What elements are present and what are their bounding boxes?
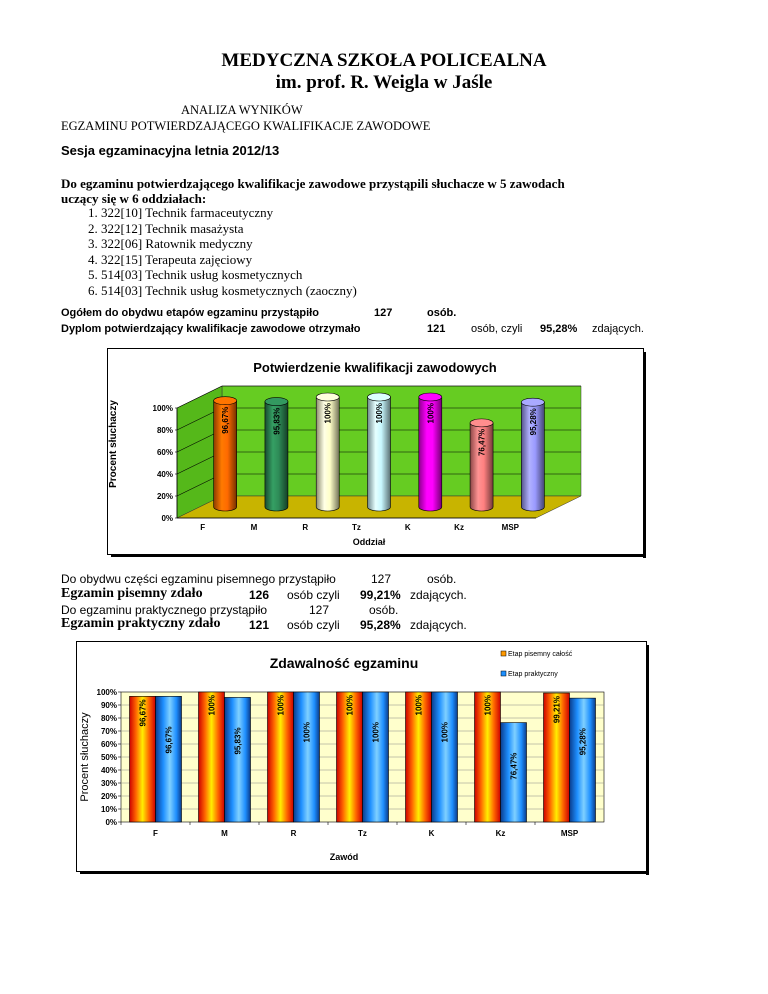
x-tick-label: Tz bbox=[352, 523, 361, 532]
x-tick-label: M bbox=[221, 829, 228, 838]
x-axis-label: Zawód bbox=[329, 852, 359, 862]
x-tick-label: F bbox=[200, 523, 206, 532]
legend-swatch-practical bbox=[501, 671, 506, 676]
profession-list bbox=[61, 205, 357, 298]
data-label: 95,83% bbox=[233, 727, 243, 755]
chart-shadow bbox=[111, 554, 646, 557]
bar-practical bbox=[225, 697, 251, 822]
written-passed-unit: osób czyli bbox=[287, 588, 340, 602]
data-label: 76,47% bbox=[477, 428, 487, 457]
bar-practical bbox=[156, 696, 182, 822]
y-tick-label: 40% bbox=[156, 470, 173, 479]
x-tick-label: F bbox=[153, 829, 158, 838]
practical-passed-unit: osób czyli bbox=[287, 618, 340, 632]
practical-passed-tail: zdających. bbox=[410, 618, 467, 632]
y-tick-label: 80% bbox=[100, 714, 117, 723]
written-passed-tail: zdających. bbox=[410, 588, 467, 602]
written-attempt-unit: osób. bbox=[427, 572, 457, 586]
bar-top bbox=[419, 393, 442, 401]
total-value: 127 bbox=[374, 307, 393, 319]
y-tick-label: 10% bbox=[100, 805, 117, 814]
chart-title: Potwierdzenie kwalifikacji zawodowych bbox=[253, 360, 497, 375]
y-tick-label: 20% bbox=[100, 792, 117, 801]
bar-top bbox=[265, 398, 288, 406]
y-axis-label: Procent słuchaczy bbox=[79, 712, 91, 802]
y-tick-label: 40% bbox=[100, 766, 117, 775]
y-tick-label: 20% bbox=[156, 492, 173, 501]
bar-practical bbox=[570, 698, 596, 822]
y-tick-label: 90% bbox=[100, 701, 117, 710]
bar-top bbox=[470, 419, 493, 427]
bar-top bbox=[214, 397, 237, 405]
chart-title: Zdawalność egzaminu bbox=[269, 655, 419, 671]
chart-pass-rate bbox=[76, 641, 650, 875]
diploma-value: 121 bbox=[427, 323, 446, 335]
list-item: 2. 322[12] Technik masażysta bbox=[101, 221, 357, 237]
bar-top bbox=[368, 393, 391, 401]
y-tick-label: 60% bbox=[156, 448, 173, 457]
list-item: 5. 514[03] Technik usług kosmetycznych bbox=[101, 267, 357, 283]
x-tick-label: MSP bbox=[560, 829, 579, 838]
data-label: 95,28% bbox=[578, 728, 588, 756]
bar-practical bbox=[432, 692, 458, 822]
chart-shadow bbox=[80, 871, 649, 874]
data-label: 100% bbox=[414, 695, 424, 716]
data-label: 100% bbox=[345, 695, 355, 716]
y-tick-label: 80% bbox=[156, 426, 173, 435]
y-tick-label: 0% bbox=[105, 818, 117, 827]
y-tick-label: 0% bbox=[161, 514, 173, 523]
x-tick-label: MSP bbox=[501, 523, 520, 532]
x-tick-label: R bbox=[290, 829, 297, 838]
data-label: 95,83% bbox=[272, 407, 282, 435]
total-unit: osób. bbox=[427, 307, 457, 319]
data-label: 96,67% bbox=[164, 726, 174, 754]
data-label: 96,67% bbox=[221, 406, 231, 434]
data-label: 100% bbox=[276, 695, 286, 716]
diploma-tail: zdających. bbox=[592, 323, 644, 335]
y-tick-label: 100% bbox=[96, 688, 117, 697]
total-label: Ogółem do obydwu etapów egzaminu przystąpiło bbox=[61, 307, 319, 319]
chart-shadow bbox=[646, 645, 649, 875]
data-label: 100% bbox=[207, 695, 217, 716]
practical-attempt-unit: osób. bbox=[369, 603, 399, 617]
diploma-percent: 95,28% bbox=[540, 323, 578, 335]
x-axis-label: Oddział bbox=[352, 537, 386, 547]
data-label: 100% bbox=[426, 403, 436, 424]
intro-line-2: uczący się w 6 oddziałach: bbox=[61, 191, 207, 206]
data-label: 100% bbox=[323, 403, 333, 424]
y-axis-label: Procent słuchaczy bbox=[108, 400, 119, 488]
analysis-heading: ANALIZA WYNIKÓW bbox=[181, 103, 303, 117]
y-tick-label: 50% bbox=[100, 753, 117, 762]
data-label: 100% bbox=[302, 722, 312, 743]
y-tick-label: 60% bbox=[100, 740, 117, 749]
legend-written: Etap pisemny całość bbox=[508, 651, 573, 658]
written-attempt-label: Do obydwu części egzaminu pisemnego przystąpiło bbox=[61, 572, 336, 586]
legend-swatch-written bbox=[501, 651, 506, 656]
bar-practical bbox=[294, 692, 320, 822]
chart-qualification bbox=[107, 348, 647, 558]
data-label: 95,28% bbox=[528, 408, 538, 436]
written-passed-label: Egzamin pisemny zdało bbox=[61, 586, 203, 601]
diploma-unit: osób, czyli bbox=[471, 323, 523, 335]
practical-attempt-value: 127 bbox=[309, 603, 330, 617]
intro-line-1: Do egzaminu potwierdzającego kwalifikacje zawodowe przystąpili słuchacze w 5 zawodach bbox=[61, 176, 565, 191]
legend-practical: Etap praktyczny bbox=[508, 671, 558, 678]
data-label: 96,67% bbox=[138, 699, 148, 727]
list-item: 3. 322[06] Ratownik medyczny bbox=[101, 236, 357, 252]
data-label: 100% bbox=[440, 722, 450, 743]
list-item: 1. 322[10] Technik farmaceutyczny bbox=[101, 205, 357, 221]
bar-top bbox=[521, 398, 544, 406]
data-label: 99,21% bbox=[552, 696, 562, 724]
practical-attempt-label: Do egzaminu praktycznego przystąpiło bbox=[61, 603, 268, 617]
practical-passed-label: Egzamin praktyczny zdało bbox=[61, 616, 221, 631]
written-passed-percent: 99,21% bbox=[360, 588, 401, 602]
school-name: im. prof. R. Weigla w Jaśle bbox=[275, 72, 493, 93]
chart-shadow bbox=[643, 352, 646, 558]
x-tick-label: K bbox=[428, 829, 435, 838]
session-heading: Sesja egzaminacyjna letnia 2012/13 bbox=[61, 143, 280, 158]
data-label: 100% bbox=[483, 695, 493, 716]
data-label: 100% bbox=[375, 403, 384, 424]
list-item: 6. 514[03] Technik usług kosmetycznych (zaoczny) bbox=[101, 283, 357, 299]
exam-heading: EGZAMINU POTWIERDZAJĄCEGO KWALIFIKACJE ZAWODOWE bbox=[61, 119, 431, 133]
school-title: MEDYCZNA SZKOŁA POLICEALNA bbox=[221, 50, 547, 71]
written-passed-value: 126 bbox=[249, 588, 270, 602]
x-tick-label: M bbox=[250, 523, 258, 532]
x-tick-label: K bbox=[404, 523, 411, 532]
x-tick-label: Tz bbox=[358, 829, 367, 838]
x-tick-label: Kz bbox=[454, 523, 464, 532]
y-tick-label: 100% bbox=[152, 404, 173, 413]
data-label: 100% bbox=[371, 722, 381, 743]
practical-passed-value: 121 bbox=[249, 618, 270, 632]
written-attempt-value: 127 bbox=[371, 572, 392, 586]
practical-passed-percent: 95,28% bbox=[360, 618, 401, 632]
x-tick-label: Kz bbox=[495, 829, 506, 838]
list-item: 4. 322[15] Terapeuta zajęciowy bbox=[101, 252, 357, 268]
x-tick-label: R bbox=[302, 523, 309, 532]
y-tick-label: 30% bbox=[100, 779, 117, 788]
data-label: 76,47% bbox=[509, 752, 519, 780]
bar-top bbox=[316, 393, 339, 401]
bar-practical bbox=[363, 692, 389, 822]
y-tick-label: 70% bbox=[100, 727, 117, 736]
diploma-label: Dyplom potwierdzający kwalifikacje zawodowe otrzymało bbox=[61, 323, 361, 335]
